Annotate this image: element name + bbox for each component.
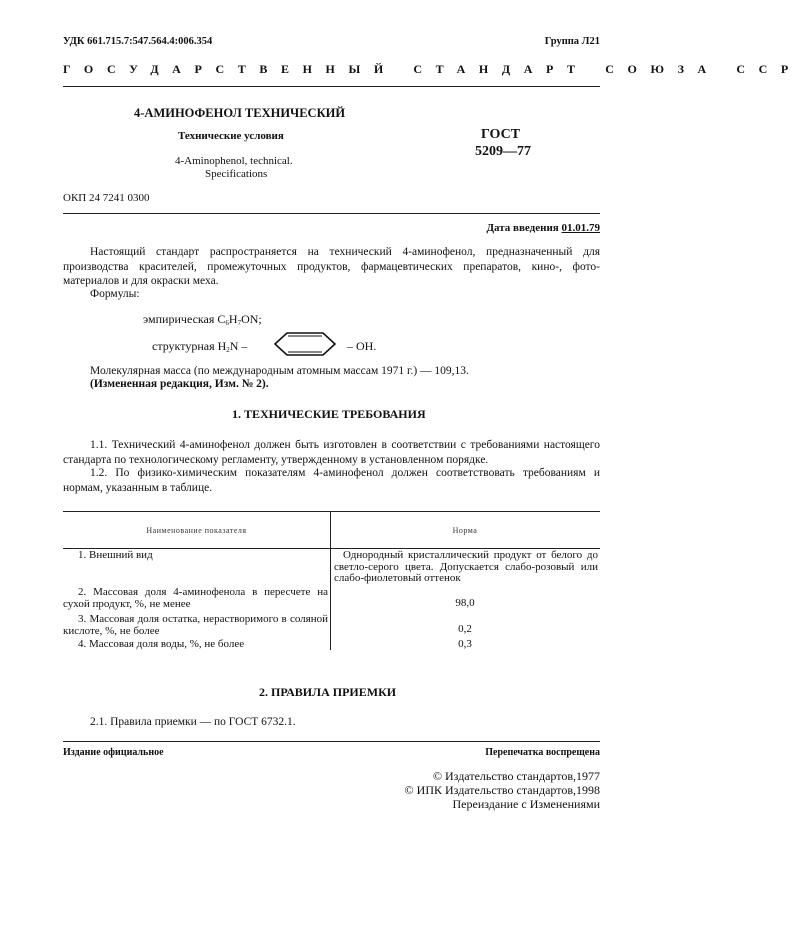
- empirical-label: эмпирическая: [143, 312, 215, 326]
- structural-oh: – OH.: [347, 339, 377, 353]
- technical-conditions: Технические условия: [178, 130, 284, 142]
- intro-date: [486, 222, 600, 234]
- group-code: Группа Л21: [544, 36, 600, 47]
- table-row-4-name: 4. Массовая доля воды, %, не более: [78, 638, 245, 650]
- intro-date-value: 01.01.79: [561, 222, 600, 234]
- okp-code: ОКП 24 7241 0300: [63, 192, 150, 204]
- table-row-3-name: 3. Массовая доля остатка, нерастворимого в соляной кислоте, %, не более: [63, 613, 328, 637]
- title-rule: [63, 213, 600, 214]
- copyright-1977: © Издательство стандартов,1977: [432, 769, 600, 783]
- gost-label: ГОСТ: [481, 127, 521, 142]
- table-row-2-name: 2. Массовая доля 4-аминофенола в пересчете на сухой продукт, %, не менее: [63, 586, 328, 610]
- udc-code: УДК 661.715.7:547.564.4:006.354: [63, 36, 213, 47]
- footer-rule: [63, 741, 600, 742]
- copyright-1998: © ИПК Издательство стандартов,1998: [404, 783, 600, 797]
- structural-formula: структурная $H_2N$ –: [152, 339, 248, 354]
- state-standard-heading: ГОСУДАРСТВЕННЫЙ СТАНДАРТ СОЮЗА ССР: [63, 62, 802, 76]
- empirical-formula: эмпирическая $C_6H_7ON$;: [143, 312, 262, 327]
- header-rule: [63, 86, 600, 87]
- product-title: 4-АМИНОФЕНОЛ ТЕХНИЧЕСКИЙ: [134, 106, 346, 120]
- table-row-4-norm: 0,3: [458, 638, 472, 650]
- reprint-prohibited: Перепечатка воспрещена: [485, 747, 600, 758]
- table-row-2-norm: 98,0: [455, 597, 475, 609]
- section1-p2: 1.2. По физико-химическим показателям 4-аминофенол должен соответствовать требованиям и нормам, указанным в таблице.: [63, 467, 600, 494]
- english-specifications: Specifications: [205, 168, 268, 180]
- official-edition: Издание официальное: [63, 747, 164, 758]
- structural-label: структурная: [152, 339, 215, 353]
- table-header-norm: Норма: [452, 526, 478, 535]
- table-header-indicator: Наименование показателя: [146, 526, 247, 535]
- gost-number: 5209—77: [475, 144, 531, 159]
- intro-date-label: Дата введения: [486, 222, 559, 234]
- reissue-note: Переиздание с Изменениями: [452, 797, 600, 811]
- table-row-1-norm: Однородный кристаллический продукт от белого до светло-серого цвета. Допускается слабо-розовый или слабо-фиолетовый оттенок: [334, 549, 598, 584]
- english-title: 4-Aminophenol, technical.: [175, 155, 293, 167]
- molar-mass: Молекулярная масса (по международным атомным массам 1971 г.) — 109,13.: [90, 365, 469, 377]
- table-top-rule: [63, 511, 600, 512]
- section1-p1: 1.1. Технический 4-аминофенол должен быть изготовлен в соответствии с требованиями настоящего стандарта по технологическому регламенту, утвержденному в установленном порядке.: [63, 439, 600, 466]
- section1-title: 1. ТЕХНИЧЕСКИЕ ТРЕБОВАНИЯ: [232, 407, 426, 421]
- formulas-label: Формулы:: [90, 288, 140, 300]
- section2-title: 2. ПРАВИЛА ПРИЕМКИ: [259, 685, 397, 699]
- section2-p1: 2.1. Правила приемки — по ГОСТ 6732.1.: [90, 716, 296, 728]
- intro-paragraph: Настоящий стандарт распространяется на технический 4-аминофенол, предназначенный для производства красителей, промежуточных продуктов, фармацевтических препаратов, кино-, фото-материалов и для окраски меха.: [63, 246, 600, 287]
- amendment-note: (Измененная редакция, Изм. № 2).: [90, 378, 269, 390]
- table-row-1-name: 1. Внешний вид: [78, 549, 153, 561]
- benzene-ring-icon: [273, 331, 337, 357]
- table-row-3-norm: 0,2: [458, 623, 472, 635]
